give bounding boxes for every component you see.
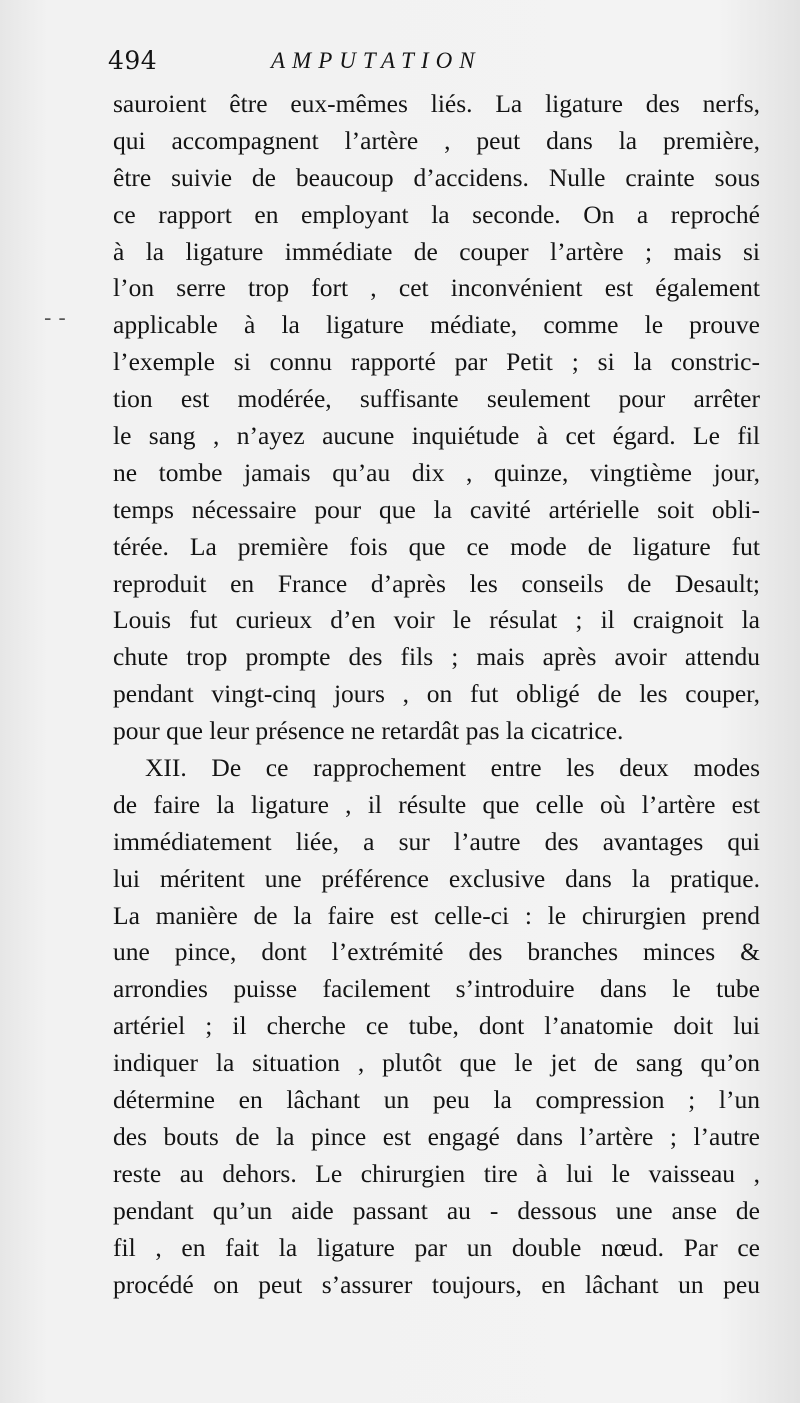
text-line: détermine en lâchant un peu la compression ; l’un [113,1085,760,1115]
text-line: sauroient être eux-mêmes liés. La ligature des nerfs, [113,89,760,118]
text-line: temps nécessaire pour que la cavité artérielle soit obli- [113,494,760,524]
text-line: être suivie de beaucoup d’accidens. Nulle crainte sous [113,162,760,192]
text-line: pendant qu’un aide passant au - dessous une anse de [113,1195,760,1225]
text-line: reste au dehors. Le chirurgien tire à lui le vaisseau , [113,1158,760,1188]
text-line: pendant vingt-cinq jours , on fut obligé de les couper, [113,679,760,709]
page-number: 494 [108,46,158,75]
text-line: immédiatement liée, a sur l’autre des avantages qui [113,826,760,856]
text-line: ne tombe jamais qu’au dix , quinze, vingtième jour, [113,457,760,487]
text-line: chute trop prompte des fils ; mais après avoir attendu [113,642,760,672]
text-line: tion est modérée, suffisante seulement pour arrêter [113,384,760,414]
text-line: procédé on peut s’assurer toujours, en lâchant un peu [113,1269,760,1299]
page-header [108,46,760,86]
text-line: ce rapport en employant la seconde. On a reproché [113,199,760,229]
text-line: de faire la ligature , il résulte que celle où l’artère est [113,789,760,819]
text-line: indiquer la situation , plutôt que le jet de sang qu’on [113,1048,760,1078]
section-start-line: XII. De ce rapprochement entre les deux modes [145,753,760,783]
text-line: à la ligature immédiate de couper l’artère ; mais si [113,236,760,266]
text-line: une pince, dont l’extrémité des branches minces & [113,937,760,967]
text-line: reproduit en France d’après les conseils de Desault; [113,568,760,598]
text-line: artériel ; il cherche ce tube, dont l’anatomie doit lui [113,1011,760,1041]
text-line: qui accompagnent l’artère , peut dans la première, [113,125,760,155]
text-line: Louis fut curieux d’en voir le résulat ; il craignoit la [113,605,760,635]
text-line: l’exemple si connu rapporté par Petit ; si la constric- [113,347,760,377]
text-line: applicable à la ligature médiate, comme le prouve [113,310,760,340]
text-line: La manière de la faire est celle-ci : le chirurgien prend [113,900,760,930]
text-line: l’on serre trop fort , cet inconvénient est également [113,273,760,303]
text-line: fil , en fait la ligature par un double nœud. Par ce [113,1232,760,1262]
body-text [113,86,760,1303]
text-line: le sang , n’ayez aucune inquiétude à cet égard. Le fil [113,421,760,451]
running-title: AMPUTATION [271,48,482,73]
margin-mark: - - [44,306,66,331]
text-line: térée. La première fois que ce mode de ligature fut [113,531,760,561]
text-line: lui méritent une préférence exclusive dans la pratique. [113,863,760,893]
text-line: des bouts de la pince est engagé dans l’artère ; l’autre [113,1121,760,1151]
paragraph-end-line: pour que leur présence ne retardât pas la cicatrice. [113,716,624,746]
text-line: arrondies puisse facilement s’introduire dans le tube [113,974,760,1004]
